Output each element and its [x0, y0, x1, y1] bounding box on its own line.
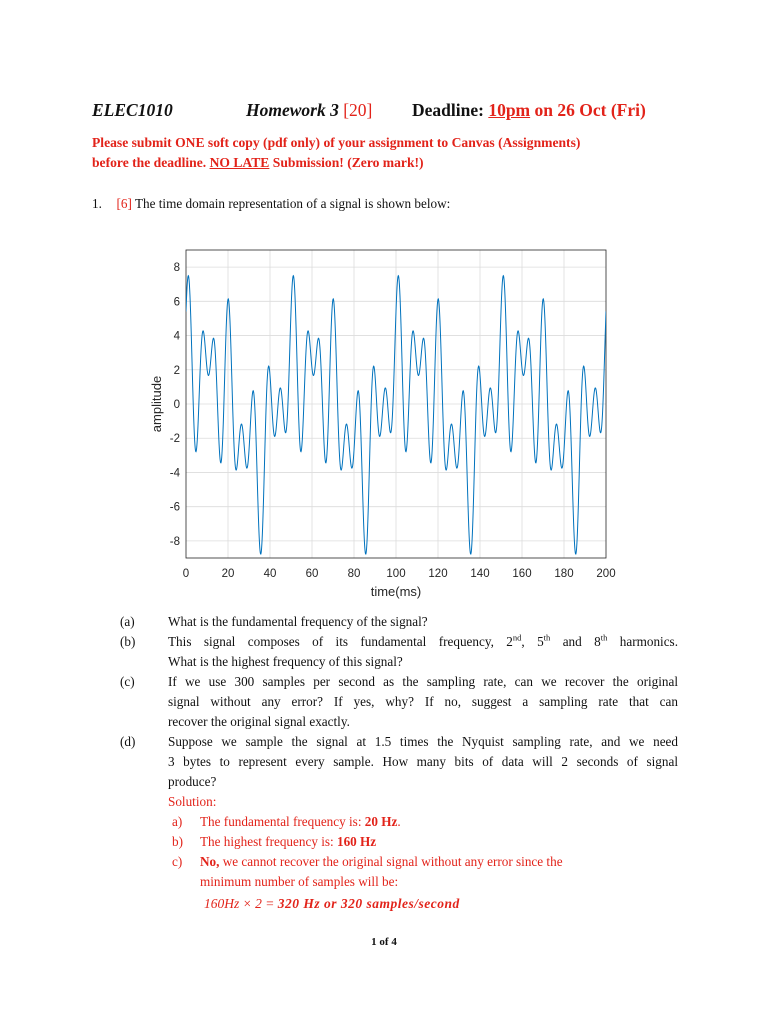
- y-tick-label: 2: [173, 364, 180, 377]
- x-tick-label: 20: [221, 568, 235, 580]
- part-a-text: What is the fundamental frequency of the signal?: [168, 614, 428, 629]
- part-c-label: (c): [120, 674, 135, 689]
- notice-tail: Submission! (Zero mark!): [272, 155, 424, 170]
- notice-line-2: [92, 153, 692, 173]
- course-code: ELEC1010: [92, 100, 173, 120]
- deadline-date: on 26 Oct (Fri): [534, 100, 646, 120]
- solution-title: Solution:: [168, 794, 217, 809]
- submission-notice: [92, 133, 692, 173]
- solution-b: b) The highest frequency is: 160 Hz: [172, 834, 377, 849]
- chart-grid: [186, 250, 606, 558]
- signal-chart: [140, 238, 630, 608]
- solution-equation: 160Hz × 2 = 320 Hz or 320 samples/second: [204, 896, 460, 911]
- x-tick-label: 80: [347, 568, 361, 580]
- part-b-label: (b): [120, 634, 136, 649]
- x-tick-label: 100: [386, 568, 406, 580]
- y-tick-labels: [170, 262, 181, 548]
- y-tick-label: 4: [173, 330, 180, 343]
- question-marks: [6]: [116, 196, 132, 211]
- y-tick-label: -6: [169, 501, 180, 514]
- x-tick-label: 120: [428, 568, 448, 580]
- x-tick-label: 60: [305, 568, 319, 580]
- notice-text: before the deadline.: [92, 155, 207, 170]
- y-tick-label: -8: [169, 535, 180, 548]
- deadline-time: 10pm: [488, 100, 531, 120]
- y-tick-label: -4: [169, 467, 180, 480]
- deadline-label: Deadline:: [412, 100, 484, 120]
- part-a-label: (a): [120, 614, 135, 629]
- x-axis-label: time(ms): [370, 584, 422, 599]
- notice-line-1: Please submit ONE soft copy (pdf only) of your assignment to Canvas (Assignments): [92, 135, 581, 150]
- question-1: [92, 196, 450, 212]
- solution-c: c) No, we cannot recover the original signal without any error since the minimum number of samples will be:: [172, 854, 563, 889]
- y-tick-label: 6: [173, 296, 180, 309]
- question-text: The time domain representation of a signal is shown below:: [134, 196, 451, 211]
- x-tick-label: 140: [470, 568, 490, 580]
- y-tick-label: -2: [169, 433, 180, 446]
- y-tick-label: 8: [173, 262, 180, 275]
- y-tick-label: 0: [173, 399, 180, 411]
- part-d-label: (d): [120, 734, 136, 749]
- x-tick-label: 180: [554, 568, 574, 580]
- homework-header: [92, 100, 692, 124]
- deadline: [412, 100, 646, 121]
- part-d-text: Suppose we sample the signal at 1.5 times the Nyquist sampling rate, and we need 3 bytes to represent every sample. How many bits of data will 2 seconds of signal produce?: [168, 734, 678, 789]
- x-tick-label: 200: [596, 568, 616, 580]
- homework-label: Homework 3: [246, 100, 339, 120]
- solution-block: [168, 792, 688, 914]
- y-axis-label: amplitude: [149, 375, 164, 433]
- x-tick-label: 0: [182, 568, 190, 580]
- page-number: 1 of 4: [371, 936, 397, 948]
- sub-questions: [120, 612, 680, 792]
- question-number: 1.: [92, 196, 102, 211]
- x-tick-labels: [183, 568, 616, 580]
- part-b-text: This signal composes of its fundamental frequency, 2nd, 5th and 8th harmonics. What is the highest frequency of this signal?: [168, 632, 678, 669]
- no-late-text: NO LATE: [209, 155, 270, 170]
- solution-a: a) The fundamental frequency is: 20 Hz.: [172, 814, 401, 829]
- homework-title: [246, 100, 372, 121]
- x-tick-label: 40: [263, 568, 277, 580]
- homework-marks: [20]: [343, 100, 373, 120]
- part-c-text: If we use 300 samples per second as the sampling rate, can we recover the original signal without any error? If yes, why? If no, suggest a sampling rate that can recover the original signal exactly.: [168, 674, 678, 729]
- x-tick-label: 160: [512, 568, 532, 580]
